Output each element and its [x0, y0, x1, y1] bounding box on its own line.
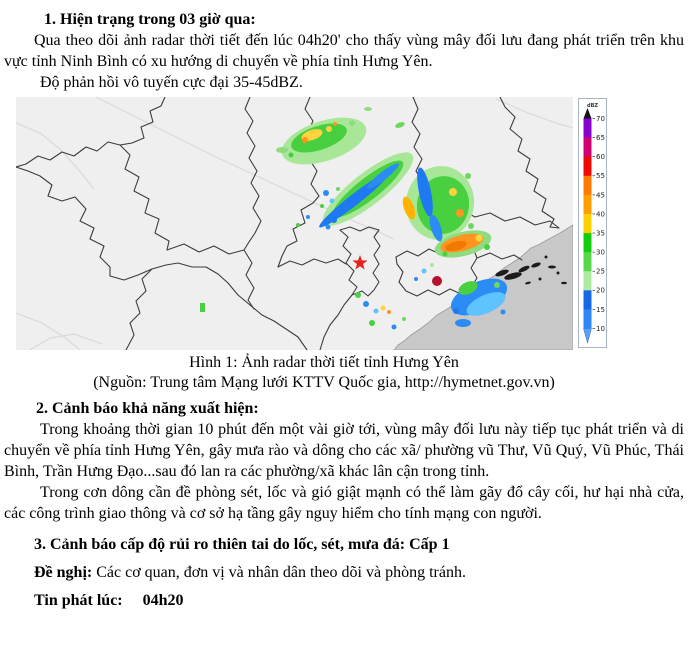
issued-line	[34, 590, 684, 611]
colorbar-tick-label: 60	[596, 153, 605, 162]
colorbar-tick-label: 70	[596, 114, 605, 123]
colorbar-tick-label: 20	[596, 286, 605, 295]
request-text: Các cơ quan, đơn vị và nhân dân theo dõi và phòng tránh.	[96, 564, 466, 581]
section1-heading: 1. Hiện trạng trong 03 giờ qua:	[44, 11, 256, 28]
colorbar-top-arrow	[584, 108, 592, 119]
colorbar-segment	[584, 271, 592, 290]
colorbar-segment	[584, 157, 592, 176]
radar-map-svg	[16, 97, 573, 350]
section2-paragraph2: Trong cơn dông cần đề phòng sét, lốc và gió giật mạnh có thể làm gãy đổ cây cối, hư hại nhà cửa, các công trình giao thông và cơ sở hạ tầng gây nguy hiểm cho tính mạng con người.	[4, 484, 684, 522]
colorbar-svg	[579, 99, 606, 347]
weather-bulletin-page	[0, 9, 688, 653]
colorbar-segment	[584, 138, 592, 157]
section2-heading: 2. Cảnh báo khả năng xuất hiện:	[36, 400, 259, 417]
radar-map-image	[16, 97, 573, 350]
figure-caption-block	[0, 353, 648, 393]
location-dot-marker	[432, 276, 442, 286]
colorbar-tick-label: 65	[596, 133, 605, 142]
section3-heading: 3. Cảnh báo cấp độ rủi ro thiên tai do lốc, sét, mưa đá: Cấp 1	[34, 536, 450, 553]
colorbar-title: dBZ	[586, 103, 599, 109]
colorbar-segment	[584, 252, 592, 271]
issued-label: Tin phát lúc:	[34, 592, 123, 609]
colorbar-bottom-arrow	[584, 329, 592, 344]
issued-time: 04h20	[142, 592, 184, 609]
colorbar-segment	[584, 176, 592, 195]
colorbar-tick-label: 35	[596, 229, 605, 238]
colorbar-tick-label: 55	[596, 172, 605, 181]
colorbar-tick-label: 15	[596, 305, 605, 314]
colorbar-segment	[584, 233, 592, 252]
figure-source: (Nguồn: Trung tâm Mạng lưới KTTV Quốc gia, http://hymetnet.gov.vn)	[93, 374, 555, 391]
colorbar-tick-label: 10	[596, 324, 605, 333]
radar-figure	[0, 97, 688, 350]
colorbar-segment	[584, 290, 592, 309]
section2-paragraph1: Trong khoảng thời gian 10 phút đến một vài giờ tới, vùng mây đối lưu này tiếp tục phát triển và di chuyển về phía tỉnh Hưng Yên, gây mưa rào và dông cho các xã/ phường vũ Thư, Vũ Quý, Vũ Phúc, Thái Bình, Trần Hưng Đạo...sau đó lan ra các phường/xã khác lân cận trong tỉnh.	[4, 421, 684, 480]
reflectivity-note: Độ phản hồi vô tuyến cực đại 35-45dBZ.	[40, 74, 303, 91]
colorbar-panel	[578, 98, 607, 348]
request-line	[34, 562, 684, 583]
request-label: Đề nghị:	[34, 564, 93, 581]
colorbar-tick-label: 40	[596, 210, 605, 219]
colorbar-segment	[584, 214, 592, 233]
section1-paragraph: Qua theo dõi ảnh radar thời tiết đến lúc 04h20' cho thấy vùng mây đối lưu đang phát triển trên khu vực tỉnh Ninh Bình có xu hướng di chuyển về phía tỉnh Hưng Yên.	[4, 32, 684, 70]
colorbar-segment	[584, 119, 592, 138]
colorbar-segment	[584, 195, 592, 214]
colorbar-segment	[584, 309, 592, 328]
colorbar-tick-label: 30	[596, 248, 605, 257]
figure-caption: Hình 1: Ảnh radar thời tiết tỉnh Hưng Yên	[189, 354, 459, 371]
colorbar-tick-label: 25	[596, 267, 605, 276]
colorbar-tick-label: 45	[596, 191, 605, 200]
